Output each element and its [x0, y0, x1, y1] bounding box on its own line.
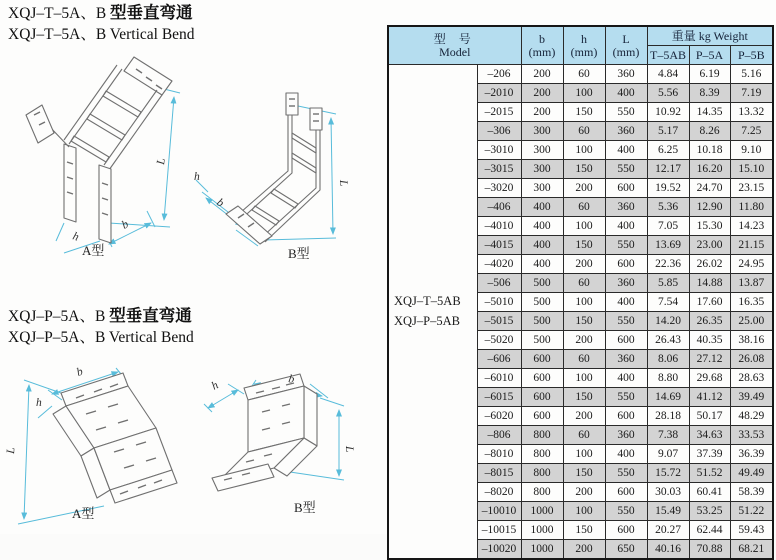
header-weight-p5b: P–5B [730, 46, 773, 65]
model-suffix-cell: –8015 [477, 464, 521, 483]
dim-label-h: h [36, 397, 42, 409]
title-zh: 型垂直弯通 [110, 3, 193, 22]
value-cell: 26.35 [689, 312, 730, 331]
value-cell: 600 [605, 521, 647, 540]
value-cell: 24.95 [730, 255, 773, 274]
section-title-xqj-p [8, 305, 194, 348]
table-body [388, 65, 773, 560]
value-cell: 360 [605, 426, 647, 445]
value-cell: 550 [605, 464, 647, 483]
value-cell: 9.10 [730, 141, 773, 160]
value-cell: 7.05 [647, 217, 689, 236]
header-h-unit: (mm) [570, 44, 598, 59]
title-line-en: XQJ–T–5A、B Vertical Bend [8, 26, 195, 43]
ladder-bend-outline [26, 57, 172, 243]
value-cell: 15.72 [647, 464, 689, 483]
value-cell: 29.68 [689, 369, 730, 388]
value-cell: 400 [605, 445, 647, 464]
value-cell: 33.53 [730, 426, 773, 445]
model-suffix-cell: –4010 [477, 217, 521, 236]
weight-table-wrap [387, 25, 774, 560]
value-cell: 300 [521, 179, 563, 198]
dim-label-h: h [71, 230, 81, 244]
header-h [563, 26, 605, 65]
model-label: XQJ–P–5AB [394, 314, 460, 328]
value-cell: 40.16 [647, 540, 689, 560]
value-cell: 14.35 [689, 103, 730, 122]
value-cell: 13.32 [730, 103, 773, 122]
value-cell: 21.15 [730, 236, 773, 255]
value-cell: 53.25 [689, 502, 730, 521]
value-cell: 50.17 [689, 407, 730, 426]
value-cell: 200 [563, 255, 605, 274]
value-cell: 24.70 [689, 179, 730, 198]
value-cell: 60 [563, 65, 605, 84]
dim-label-h: h [194, 171, 200, 183]
value-cell: 6.25 [647, 141, 689, 160]
value-cell: 60 [563, 426, 605, 445]
value-cell: 1000 [521, 502, 563, 521]
value-cell: 15.10 [730, 160, 773, 179]
value-cell: 300 [521, 141, 563, 160]
value-cell: 400 [521, 217, 563, 236]
model-suffix-cell: –2015 [477, 103, 521, 122]
model-suffix-cell: –3015 [477, 160, 521, 179]
value-cell: 100 [563, 445, 605, 464]
value-cell: 15.49 [647, 502, 689, 521]
value-cell: 600 [521, 388, 563, 407]
value-cell: 14.69 [647, 388, 689, 407]
value-cell: 300 [521, 160, 563, 179]
value-cell: 4.84 [647, 65, 689, 84]
table-header [388, 26, 773, 65]
model-suffix-cell: –4020 [477, 255, 521, 274]
value-cell: 600 [521, 407, 563, 426]
dim-label-b: b [287, 373, 296, 386]
value-cell: 500 [521, 312, 563, 331]
header-model [388, 26, 521, 65]
value-cell: 200 [563, 483, 605, 502]
section-title-xqj-t [8, 2, 195, 45]
value-cell: 360 [605, 65, 647, 84]
value-cell: 300 [521, 122, 563, 141]
value-cell: 100 [563, 84, 605, 103]
value-cell: 36.39 [730, 445, 773, 464]
value-cell: 20.27 [647, 521, 689, 540]
value-cell: 14.20 [647, 312, 689, 331]
value-cell: 550 [605, 312, 647, 331]
model-label: XQJ–T–5AB [394, 293, 461, 308]
model-suffix-cell: –8010 [477, 445, 521, 464]
value-cell: 550 [605, 160, 647, 179]
value-cell: 100 [563, 293, 605, 312]
title-line-zh [8, 305, 194, 327]
header-weight-t5ab: T–5AB [647, 46, 689, 65]
model-suffix-cell: –4015 [477, 236, 521, 255]
value-cell: 5.56 [647, 84, 689, 103]
value-cell: 400 [521, 255, 563, 274]
value-cell: 400 [605, 141, 647, 160]
value-cell: 150 [563, 312, 605, 331]
value-cell: 150 [563, 160, 605, 179]
value-cell: 400 [605, 84, 647, 103]
model-suffix-cell: –10010 [477, 502, 521, 521]
value-cell: 8.26 [689, 122, 730, 141]
value-cell: 37.39 [689, 445, 730, 464]
value-cell: 28.18 [647, 407, 689, 426]
value-cell: 40.35 [689, 331, 730, 350]
value-cell: 200 [563, 407, 605, 426]
value-cell: 23.00 [689, 236, 730, 255]
value-cell: 150 [563, 388, 605, 407]
value-cell: 600 [605, 255, 647, 274]
table-row [388, 65, 773, 84]
model-suffix-cell: –10015 [477, 521, 521, 540]
value-cell: 100 [563, 141, 605, 160]
model-suffix-cell: –806 [477, 426, 521, 445]
value-cell: 360 [605, 350, 647, 369]
value-cell: 800 [521, 464, 563, 483]
value-cell: 400 [605, 217, 647, 236]
value-cell: 500 [521, 274, 563, 293]
value-cell: 17.60 [689, 293, 730, 312]
value-cell: 59.43 [730, 521, 773, 540]
value-cell: 60.41 [689, 483, 730, 502]
value-cell: 48.29 [730, 407, 773, 426]
header-weight: 重量 kg Weight [647, 26, 773, 46]
dim-label-l: L [337, 179, 350, 187]
value-cell: 360 [605, 274, 647, 293]
value-cell: 150 [563, 236, 605, 255]
value-cell: 39.49 [730, 388, 773, 407]
value-cell: 16.20 [689, 160, 730, 179]
header-b-unit: (mm) [528, 44, 556, 59]
value-cell: 26.43 [647, 331, 689, 350]
drawing-tray-bend-a [4, 356, 204, 534]
type-a-label: A型 [82, 243, 105, 258]
model-suffix-cell: –606 [477, 350, 521, 369]
model-suffix-cell: –6020 [477, 407, 521, 426]
value-cell: 41.12 [689, 388, 730, 407]
header-b-letter: b [539, 31, 546, 46]
value-cell: 600 [605, 179, 647, 198]
value-cell: 400 [605, 369, 647, 388]
value-cell: 600 [521, 350, 563, 369]
model-suffix-cell: –406 [477, 198, 521, 217]
drawing-tray-bend-b [198, 366, 370, 534]
value-cell: 19.52 [647, 179, 689, 198]
weight-table [387, 25, 774, 560]
model-suffix-cell: –506 [477, 274, 521, 293]
value-cell: 51.22 [730, 502, 773, 521]
value-cell: 51.52 [689, 464, 730, 483]
value-cell: 7.38 [647, 426, 689, 445]
model-suffix-cell: –10020 [477, 540, 521, 560]
value-cell: 400 [521, 236, 563, 255]
value-cell: 68.21 [730, 540, 773, 560]
value-cell: 550 [605, 103, 647, 122]
value-cell: 10.18 [689, 141, 730, 160]
value-cell: 200 [563, 540, 605, 560]
drawing-ladder-bend-a [12, 55, 197, 295]
value-cell: 550 [605, 236, 647, 255]
value-cell: 1000 [521, 521, 563, 540]
value-cell: 34.63 [689, 426, 730, 445]
value-cell: 14.88 [689, 274, 730, 293]
value-cell: 9.07 [647, 445, 689, 464]
value-cell: 13.69 [647, 236, 689, 255]
value-cell: 49.49 [730, 464, 773, 483]
header-model-en: Model [439, 44, 471, 59]
value-cell: 360 [605, 198, 647, 217]
value-cell: 60 [563, 350, 605, 369]
value-cell: 5.16 [730, 65, 773, 84]
dim-label-b: b [120, 218, 131, 232]
value-cell: 1000 [521, 540, 563, 560]
model-suffix-cell: –2010 [477, 84, 521, 103]
value-cell: 600 [605, 407, 647, 426]
value-cell: 16.35 [730, 293, 773, 312]
value-cell: 12.17 [647, 160, 689, 179]
value-cell: 400 [521, 198, 563, 217]
header-h-letter: h [581, 31, 588, 46]
title-zh: 型垂直弯通 [109, 306, 192, 325]
type-b-label: B型 [288, 246, 310, 261]
title-prefix: XQJ–T–5A、B [8, 5, 107, 22]
model-suffix-cell: –3010 [477, 141, 521, 160]
value-cell: 26.08 [730, 350, 773, 369]
value-cell: 550 [605, 388, 647, 407]
model-suffix-cell: –8020 [477, 483, 521, 502]
value-cell: 28.63 [730, 369, 773, 388]
model-suffix-cell: –6015 [477, 388, 521, 407]
value-cell: 60 [563, 198, 605, 217]
value-cell: 13.87 [730, 274, 773, 293]
value-cell: 5.17 [647, 122, 689, 141]
value-cell: 62.44 [689, 521, 730, 540]
value-cell: 60 [563, 122, 605, 141]
header-l-letter: L [622, 31, 630, 46]
value-cell: 200 [521, 103, 563, 122]
value-cell: 70.88 [689, 540, 730, 560]
title-prefix: XQJ–P–5A、B [8, 308, 106, 325]
value-cell: 12.90 [689, 198, 730, 217]
value-cell: 500 [521, 331, 563, 350]
dim-label-l: L [343, 446, 355, 453]
header-l-unit: (mm) [612, 44, 640, 59]
value-cell: 8.06 [647, 350, 689, 369]
value-cell: 200 [563, 179, 605, 198]
value-cell: 200 [521, 65, 563, 84]
value-cell: 600 [605, 331, 647, 350]
model-labels-cell [388, 65, 477, 560]
value-cell: 800 [521, 445, 563, 464]
model-suffix-cell: –306 [477, 122, 521, 141]
value-cell: 200 [521, 84, 563, 103]
header-l [605, 26, 647, 65]
value-cell: 400 [605, 293, 647, 312]
value-cell: 7.25 [730, 122, 773, 141]
value-cell: 800 [521, 483, 563, 502]
value-cell: 26.02 [689, 255, 730, 274]
dim-label-b: b [75, 365, 85, 379]
model-suffix-cell: –5020 [477, 331, 521, 350]
value-cell: 150 [563, 464, 605, 483]
model-suffix-cell: –5010 [477, 293, 521, 312]
value-cell: 38.16 [730, 331, 773, 350]
title-line-en: XQJ–P–5A、B Vertical Bend [8, 329, 194, 346]
value-cell: 30.03 [647, 483, 689, 502]
value-cell: 550 [605, 502, 647, 521]
title-line-zh [8, 2, 195, 24]
model-suffix-cell: –5015 [477, 312, 521, 331]
header-weight-p5a: P–5A [689, 46, 730, 65]
dim-label-h: h [209, 379, 221, 393]
value-cell: 800 [521, 426, 563, 445]
value-cell: 27.12 [689, 350, 730, 369]
value-cell: 58.39 [730, 483, 773, 502]
dim-label-b: b [214, 196, 226, 210]
model-suffix-cell: –6010 [477, 369, 521, 388]
value-cell: 5.85 [647, 274, 689, 293]
value-cell: 100 [563, 502, 605, 521]
dim-label-l: L [155, 157, 168, 166]
value-cell: 22.36 [647, 255, 689, 274]
value-cell: 10.92 [647, 103, 689, 122]
model-suffix-cell: –3020 [477, 179, 521, 198]
value-cell: 60 [563, 274, 605, 293]
value-cell: 500 [521, 293, 563, 312]
value-cell: 23.15 [730, 179, 773, 198]
drawing-ladder-bend-b [192, 88, 362, 283]
value-cell: 15.30 [689, 217, 730, 236]
value-cell: 6.19 [689, 65, 730, 84]
value-cell: 150 [563, 521, 605, 540]
value-cell: 650 [605, 540, 647, 560]
dim-label-l: L [5, 446, 18, 455]
value-cell: 8.39 [689, 84, 730, 103]
value-cell: 14.23 [730, 217, 773, 236]
header-b [521, 26, 563, 65]
value-cell: 100 [563, 369, 605, 388]
tray-bend-outline [53, 373, 177, 503]
value-cell: 200 [563, 331, 605, 350]
value-cell: 7.54 [647, 293, 689, 312]
value-cell: 100 [563, 217, 605, 236]
value-cell: 5.36 [647, 198, 689, 217]
value-cell: 11.80 [730, 198, 773, 217]
type-a-label: A型 [72, 506, 95, 521]
type-b-label: B型 [294, 500, 316, 515]
value-cell: 360 [605, 122, 647, 141]
value-cell: 150 [563, 103, 605, 122]
value-cell: 600 [521, 369, 563, 388]
model-suffix-cell: –206 [477, 65, 521, 84]
ladder-bend-outline [226, 93, 322, 244]
value-cell: 8.80 [647, 369, 689, 388]
value-cell: 600 [605, 483, 647, 502]
value-cell: 7.19 [730, 84, 773, 103]
header-model-zh: 型 号 [433, 31, 476, 46]
value-cell: 25.00 [730, 312, 773, 331]
